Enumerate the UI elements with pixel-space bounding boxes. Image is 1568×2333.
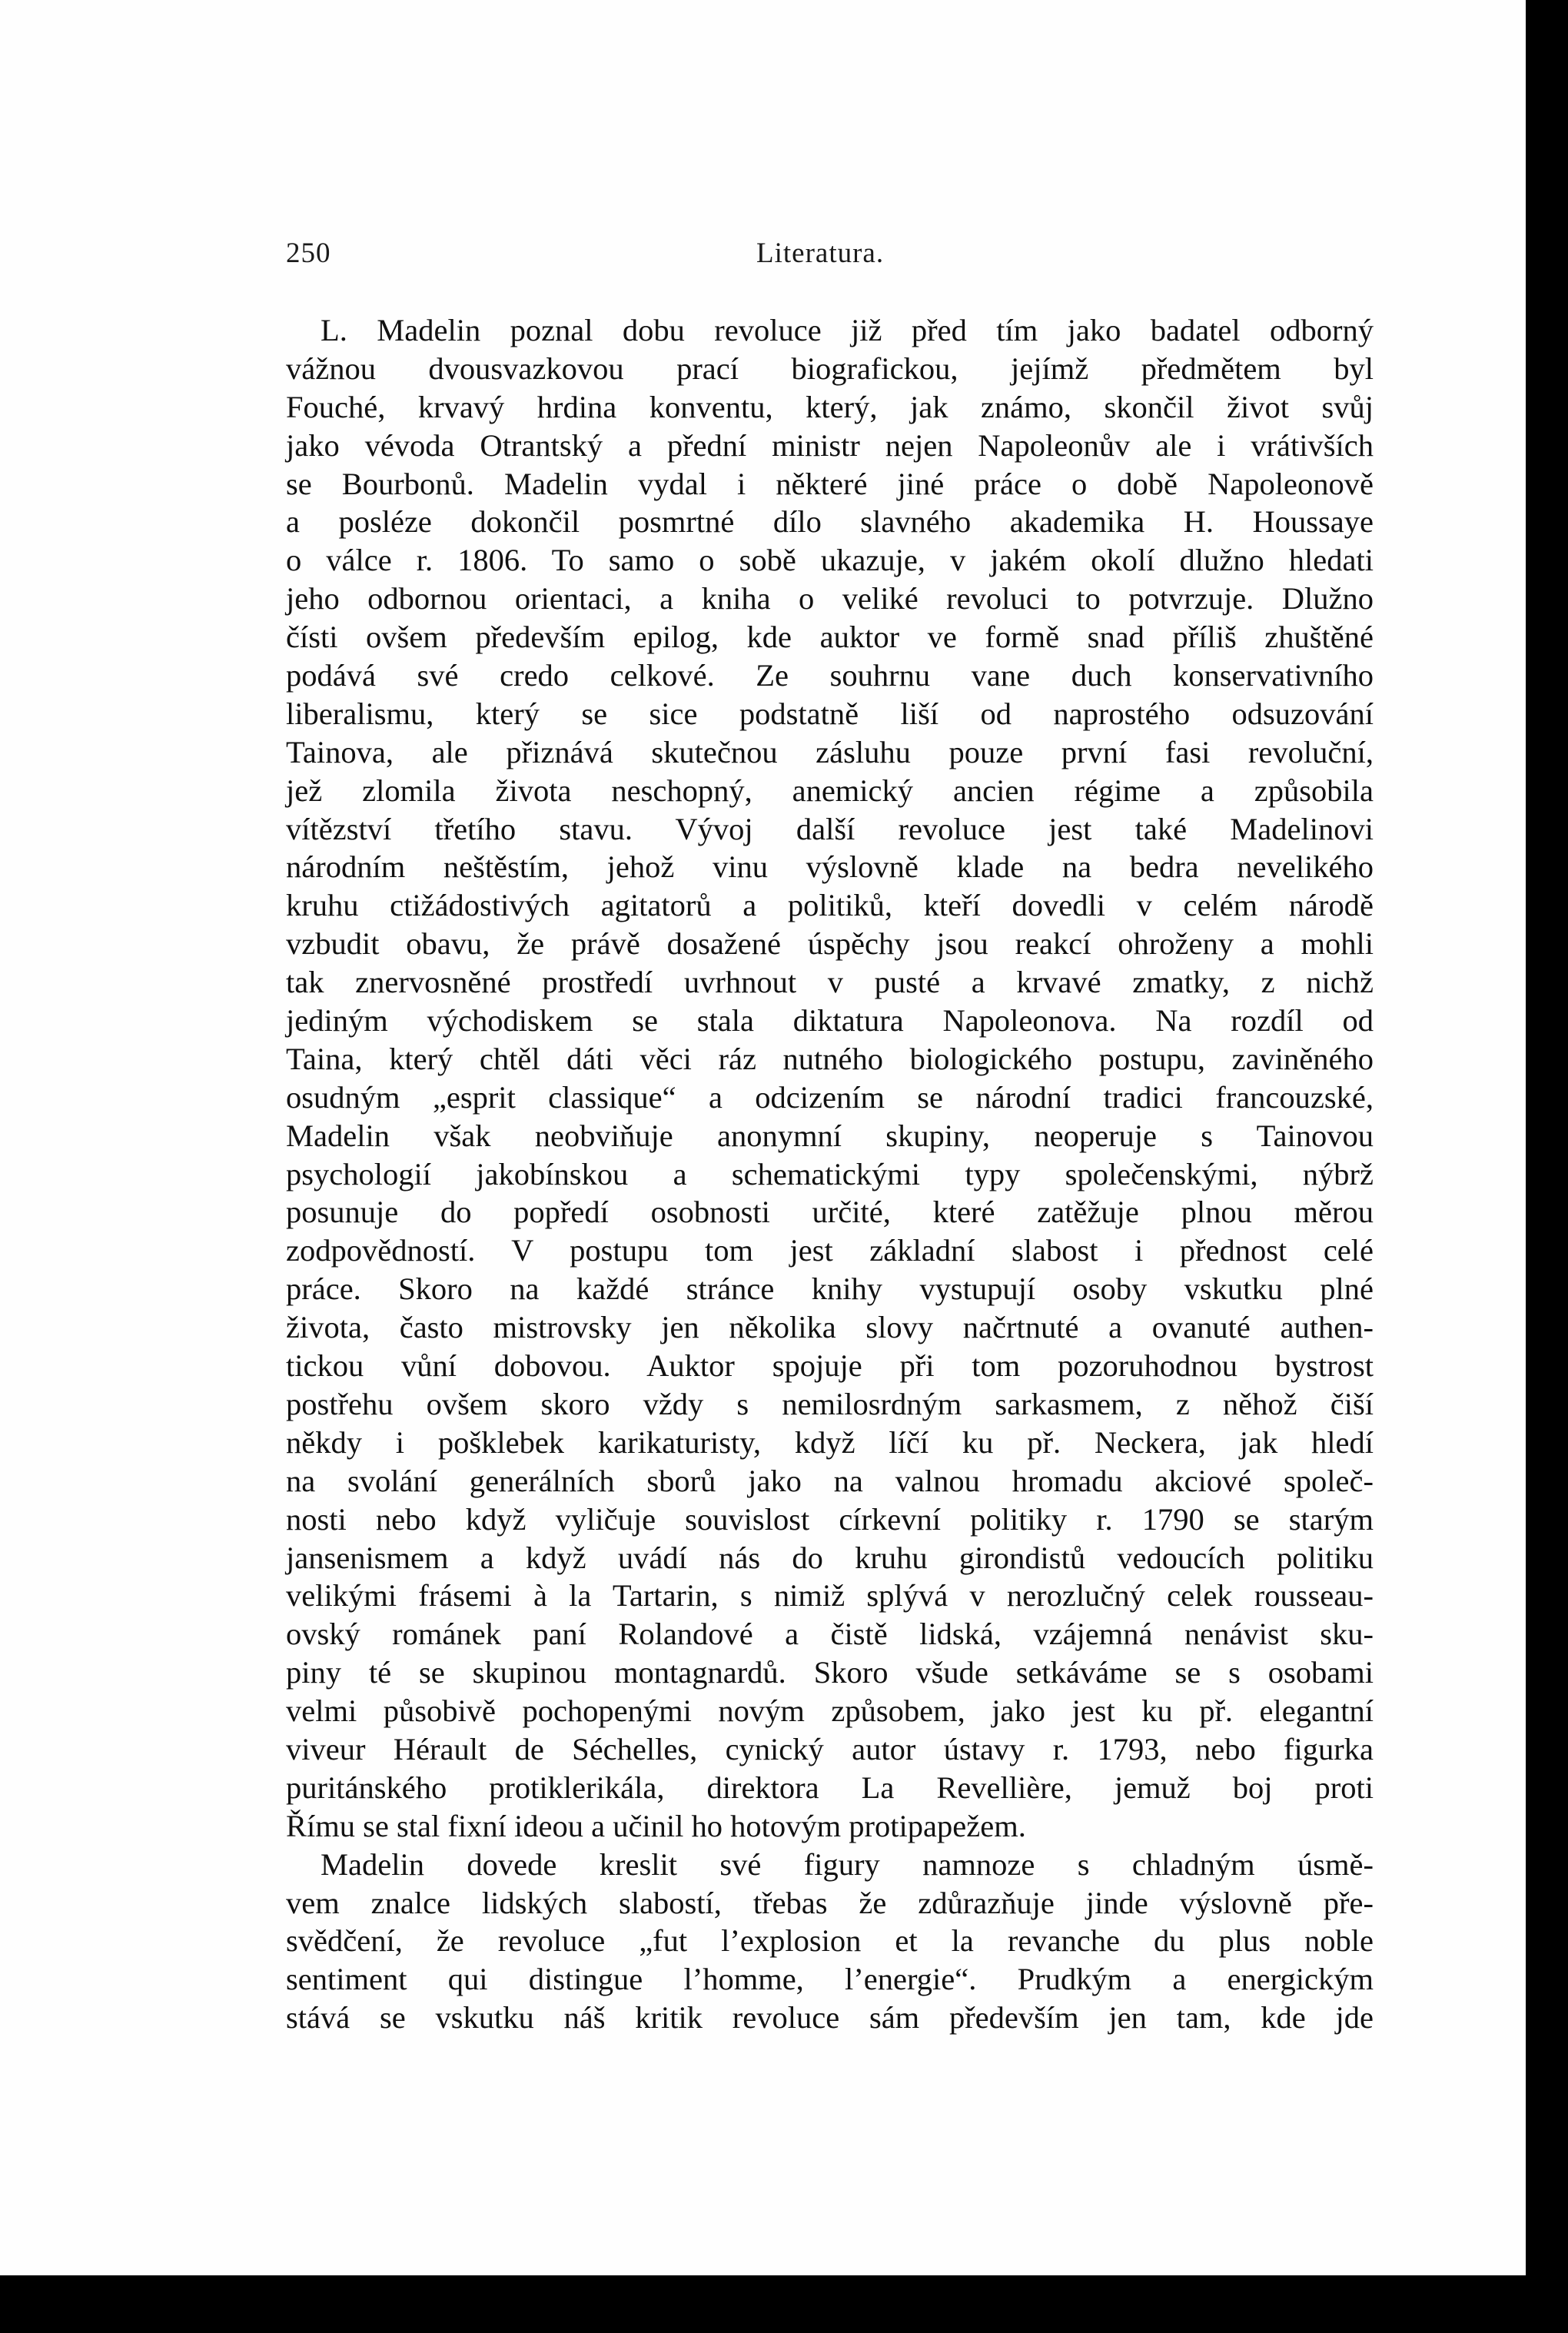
- text-line: podává své credo celkové. Ze souhrnu vane duch konservativního: [286, 658, 1374, 693]
- text-line: stává se vskutku náš kritik revoluce sám především jen tam, kde jde: [286, 2000, 1374, 2036]
- text-line: Madelin dovede kreslit své figury namnoze s chladným úsmě-: [321, 1846, 1374, 1882]
- text-line: ovský románek paní Rolandové a čistě lidská, vzájemná nenávist sku-: [286, 1617, 1374, 1652]
- text-line: Madelin však neobviňuje anonymní skupiny, neoperuje s Tainovou: [286, 1118, 1374, 1153]
- text-line: postřehu ovšem skoro vždy s nemilosrdným sarkasmem, z něhož čiší: [286, 1386, 1374, 1421]
- text-line: osudným „esprit classique“ a odcizením se národní tradici francouzské,: [286, 1079, 1374, 1115]
- text-line: viveur Hérault de Séchelles, cynický autor ústavy r. 1793, nebo figurka: [286, 1731, 1374, 1766]
- text-line: Taina, který chtěl dáti věci ráz nutného biologického postupu, zaviněného: [286, 1041, 1374, 1076]
- text-line: jež zlomila života neschopný, anemický ancien régime a způsobila: [286, 773, 1374, 808]
- text-line: puritánského protiklerikála, direktora La Revellière, jemuž boj proti: [286, 1770, 1374, 1805]
- text-line: liberalismu, který se sice podstatně liší od naprostého odsuzování: [286, 696, 1374, 731]
- text-line: někdy i pošklebek karikaturisty, když líčí ku př. Neckera, jak hledí: [286, 1424, 1374, 1460]
- text-line: vážnou dvousvazkovou prací biografickou, jejímž předmětem byl: [286, 351, 1374, 386]
- text-line: vzbudit obavu, že právě dosažené úspěchy jsou reakcí ohroženy a mohli: [286, 926, 1374, 962]
- scan-border-bottom: [0, 2275, 1568, 2333]
- text-line: Římu se stal fixní ideou a učinil ho hotovým protipapežem.: [286, 1808, 1026, 1843]
- running-title: Literatura.: [756, 238, 885, 269]
- text-line: práce. Skoro na každé stránce knihy vystupují osoby vskutku plné: [286, 1271, 1374, 1307]
- text-line: jediným východiskem se stala diktatura Napoleonova. Na rozdíl od: [286, 1003, 1374, 1039]
- text-line: tickou vůní dobovou. Auktor spojuje při tom pozoruhodnou bystrost: [286, 1348, 1374, 1384]
- text-line: nosti nebo když vyličuje souvislost církevní politiky r. 1790 se starým: [286, 1501, 1374, 1537]
- page-number: 250: [286, 238, 331, 269]
- text-line: Fouché, krvavý hrdina konventu, který, jak známo, skončil život svůj: [286, 389, 1374, 424]
- text-line: o válce r. 1806. To samo o sobě ukazuje, v jakém okolí dlužno hledati: [286, 543, 1374, 578]
- text-line: tak znervosněné prostředí uvrhnout v pusté a krvavé zmatky, z nichž: [286, 965, 1374, 1000]
- text-line: života, často mistrovsky jen několika slovy načrtnuté a ovanuté authen-: [286, 1310, 1374, 1345]
- text-line: vítězství třetího stavu. Vývoj další revoluce jest také Madelinovi: [286, 811, 1374, 846]
- text-line: jansenismem a když uvádí nás do kruhu girondistů vedoucích politiku: [286, 1540, 1374, 1575]
- text-line: Tainova, ale přiznává skutečnou zásluhu pouze první fasi revoluční,: [286, 734, 1374, 769]
- text-line: kruhu ctižádostivých agitatorů a politiků, kteří dovedli v celém národě: [286, 888, 1374, 923]
- text-line: zodpovědností. V postupu tom jest základní slabost i přednost celé: [286, 1233, 1374, 1268]
- text-line: na svolání generálních sborů jako na valnou hromadu akciové společ-: [286, 1463, 1374, 1498]
- scan-border-right: [1526, 0, 1568, 2333]
- text-line: jako vévoda Otrantský a přední ministr nejen Napoleonův ale i vrátivších: [286, 427, 1374, 463]
- text-line: čísti ovšem především epilog, kde auktor ve formě snad příliš zhuštěné: [286, 620, 1374, 655]
- text-line: psychologií jakobínskou a schematickými typy společenskými, nýbrž: [286, 1156, 1374, 1191]
- text-line: posunuje do popředí osobnosti určité, které zatěžuje plnou měrou: [286, 1195, 1374, 1230]
- text-line: L. Madelin poznal dobu revoluce již před tím jako badatel odborný: [321, 313, 1374, 347]
- text-line: piny té se skupinou montagnardů. Skoro všude setkáváme se s osobami: [286, 1655, 1374, 1690]
- text-line: svědčení, že revoluce „fut l’explosion et la revanche du plus noble: [286, 1923, 1374, 1959]
- text-line: se Bourbonů. Madelin vydal i některé jiné práce o době Napoleonově: [286, 466, 1374, 501]
- text-line: národním neštěstím, jehož vinu výslovně klade na bedra nevelikého: [286, 849, 1374, 885]
- text-line: velikými frásemi à la Tartarin, s nimiž splývá v nerozlučný celek rousseau-: [286, 1578, 1374, 1613]
- text-line: sentiment qui distingue l’homme, l’energie“. Prudkým a energickým: [286, 1962, 1374, 1997]
- text-line: velmi působivě pochopenými novým způsobem, jako jest ku př. elegantní: [286, 1693, 1374, 1729]
- body-text: [286, 311, 1374, 2037]
- text-line: vem znalce lidských slabostí, třebas že zdůrazňuje jinde výslovně pře-: [286, 1885, 1374, 1920]
- text-line: jeho odbornou orientaci, a kniha o veliké revoluci to potvrzuje. Dlužno: [286, 581, 1374, 616]
- text-line: a posléze dokončil posmrtné dílo slavného akademika H. Houssaye: [286, 504, 1374, 540]
